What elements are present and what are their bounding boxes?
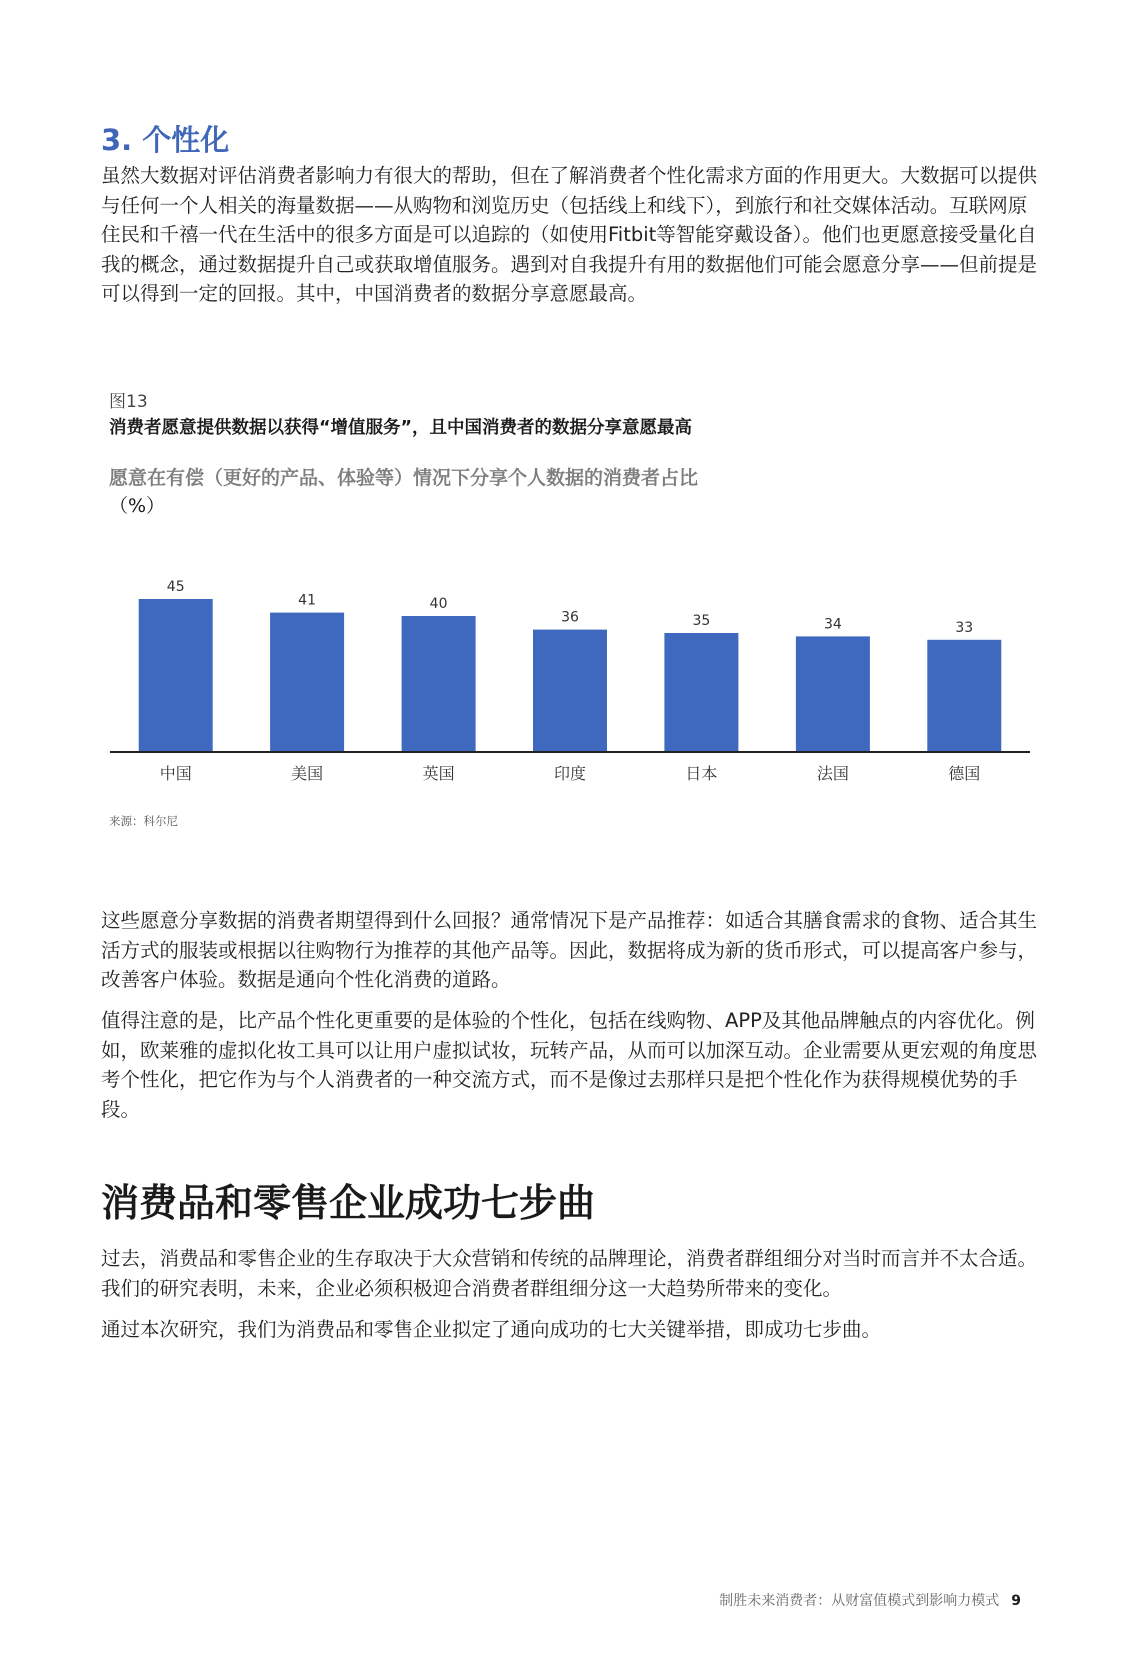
bar-value-label: 41 xyxy=(298,592,317,609)
category-label: 法国 xyxy=(816,764,849,783)
page-number: 9 xyxy=(1011,1593,1021,1609)
bar-1 xyxy=(139,599,213,752)
paragraph-seven-steps: 通过本次研究，我们为消费品和零售企业拟定了通向成功的七大关键举措，即成功七步曲。 xyxy=(101,1318,882,1341)
footer-title: 制胜未来消费者：从财富值模式到影响力模式 xyxy=(719,1593,1000,1609)
bar-7 xyxy=(927,640,1001,752)
chart-unit: （%） xyxy=(109,495,166,517)
category-label: 日本 xyxy=(685,764,718,783)
figure-title: 消费者愿意提供数据以获得“增值服务”，且中国消费者的数据分享意愿最高 xyxy=(109,418,693,438)
bar-value-label: 34 xyxy=(823,616,842,633)
bar-value-label: 33 xyxy=(955,619,974,636)
bar-chart xyxy=(0,0,1122,800)
category-label: 中国 xyxy=(159,764,192,783)
paragraph-rewards: 这些愿意分享数据的消费者期望得到什么回报？通常情况下是产品推荐：如适合其膳食需求的食物、适合其生活方式的服装或根据以往购物行为推荐的其他产品等。因此，数据将成为新的货币形式，可以提高客户参与，改善客户体验。数据是通向个性化消费的道路。 xyxy=(101,909,1038,991)
bar-value-label: 40 xyxy=(429,596,448,612)
bar-value-label: 35 xyxy=(692,613,711,629)
category-label: 美国 xyxy=(291,764,324,783)
chart-subtitle: 愿意在有偿（更好的产品、体验等）情况下分享个人数据的消费者占比 xyxy=(109,467,699,489)
main-heading: 消费品和零售企业成功七步曲 xyxy=(101,1181,596,1225)
section-title: 3. 个性化 xyxy=(101,123,230,157)
paragraph-experience: 值得注意的是，比产品个性化更重要的是体验的个性化，包括在线购物、APP及其他品牌触点的内容优化。例如，欧莱雅的虚拟化妆工具可以让用户虚拟试妆，玩转产品，从而可以加深互动。企业需要从更宏观的角度思考个性化，把它作为与个人消费者的一种交流方式，而不是像过去那样只是把个性化作为获得规模优势的手段。 xyxy=(101,1009,1038,1121)
figure-label: 图13 xyxy=(109,392,148,412)
bar-6 xyxy=(796,636,870,752)
bar-3 xyxy=(402,616,476,752)
bar-value-label: 36 xyxy=(561,609,579,626)
category-label: 德国 xyxy=(948,764,981,783)
bar-2 xyxy=(270,613,344,752)
bar-5 xyxy=(664,633,738,752)
category-label: 印度 xyxy=(553,764,587,783)
category-label: 英国 xyxy=(422,764,455,783)
figure-source: 来源：科尔尼 xyxy=(109,814,178,828)
page-footer xyxy=(719,1590,1021,1610)
bar-value-label: 45 xyxy=(166,579,185,595)
bar-4 xyxy=(533,630,607,752)
paragraph-past: 过去，消费品和零售企业的生存取决于大众营销和传统的品牌理论，消费者群组细分对当时而言并不太合适。 我们的研究表明，未来，企业必须积极迎合消费者群组细分这一大趋势所带来的变化。 xyxy=(101,1247,1038,1300)
section-paragraph: 虽然大数据对评估消费者影响力有很大的帮助，但在了解消费者个性化需求方面的作用更大。大数据可以提供与任何一个人相关的海量数据——从购物和浏览历史（包括线上和线下），到旅行和社交媒体活动。互联网原住民和千禧一代在生活中的很多方面是可以追踪的（如使用Fitbit等智能穿戴设备）。他们也更愿意接受量化自我的概念，通过数据提升自己或获取增值服务。遇到对自我提升有用的数据他们可能会愿意分享——但前提是可以得到一定的回报。其中，中国消费者的数据分享意愿最高。 xyxy=(101,164,1038,305)
